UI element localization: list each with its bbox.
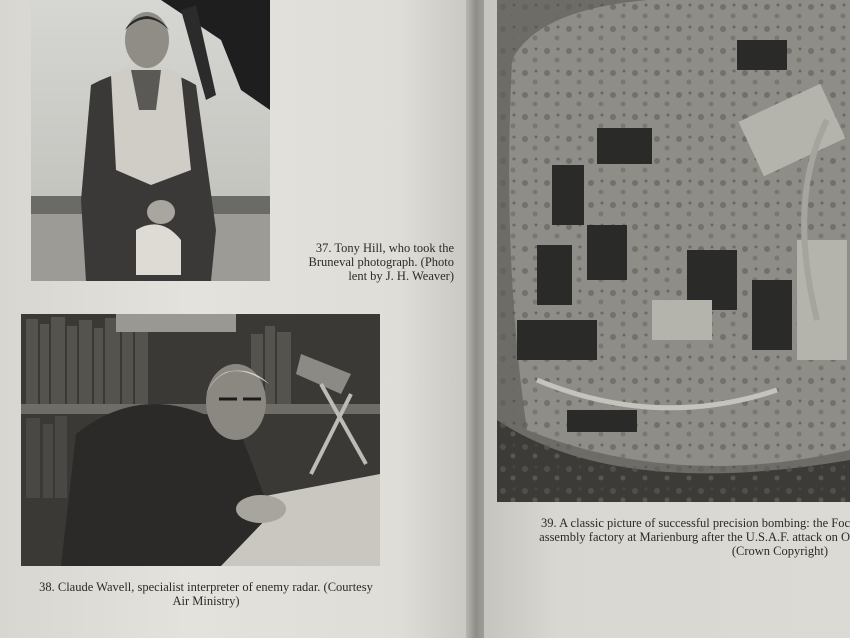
photo-claude-wavell <box>21 314 380 566</box>
caption-fig-37 <box>278 241 454 283</box>
caption-line: Air Ministry) <box>172 594 240 608</box>
caption-line: lent by J. H. Weaver) <box>348 269 454 283</box>
caption-fig-38 <box>20 580 392 608</box>
caption-line: Bruneval photograph. (Photo <box>308 255 454 269</box>
caption-fig-39 <box>500 516 850 558</box>
caption-line: assembly factory at Marienburg after the U.S.A.F. attack on O <box>539 530 850 544</box>
caption-line: 39. A classic picture of successful precision bombing: the Foc <box>541 516 850 530</box>
photo-marienburg-aerial <box>497 0 850 502</box>
caption-line: (Crown Copyright) <box>731 544 828 558</box>
caption-line: 37. Tony Hill, who took the <box>315 241 454 255</box>
photo-tony-hill <box>31 0 270 281</box>
caption-line: 38. Claude Wavell, specialist interpreter of enemy radar. (Courtesy <box>39 580 373 594</box>
